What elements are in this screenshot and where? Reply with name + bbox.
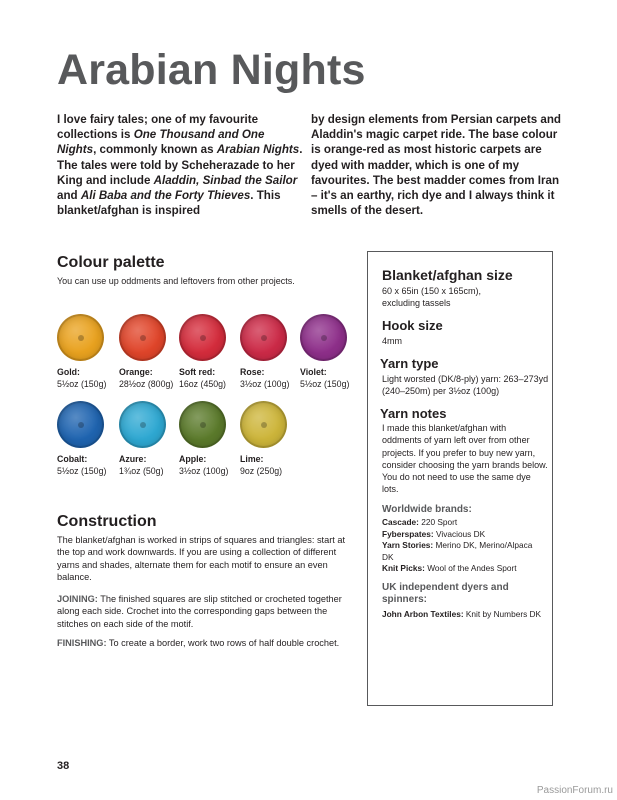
yarn-amount: 9oz (250g) [240, 466, 283, 476]
yarn-swatch [240, 314, 287, 361]
brand-name: Yarn Stories: [382, 540, 434, 551]
colour-palette-subtitle: You can use up oddments and leftovers from other projects. [57, 276, 295, 286]
intro-left-column [57, 112, 305, 218]
yarn-colour-name: Violet: [300, 367, 327, 377]
brand-entry [382, 529, 542, 541]
yarn-type-heading: Yarn type [380, 356, 439, 371]
intro-italic-title: Ali Baba and the Forty Thieves [80, 189, 251, 203]
yarn-swatch [300, 314, 347, 361]
yarn-colour-name: Soft red: [179, 367, 216, 377]
yarn-label [179, 453, 228, 477]
hook-size-heading: Hook size [382, 318, 443, 333]
construction-heading: Construction [57, 513, 157, 530]
page-title: Arabian Nights [57, 46, 366, 94]
brand-entry [382, 540, 542, 563]
yarn-amount: 5½oz (150g) [57, 379, 107, 389]
yarn-swatch [179, 401, 226, 448]
yarn-label [179, 366, 226, 390]
brand-name: Knit Picks: [382, 563, 425, 574]
hook-size-text: 4mm [382, 336, 402, 346]
yarn-amount: 28½oz (800g) [119, 379, 174, 389]
yarn-label [57, 453, 106, 477]
brand-yarn: Wool of the Andes Sport [424, 563, 517, 574]
intro-text-run: . This blanket/afghan is inspired [57, 189, 281, 218]
yarn-amount: 1¾oz (50g) [119, 466, 164, 476]
brand-name: Fyberspates: [382, 528, 434, 539]
colour-palette-heading: Colour palette [57, 254, 165, 271]
yarn-type-text: Light worsted (DK/8-ply) yarn: 263–273yd (240–250m) per 3½oz (100g) [382, 374, 549, 397]
brand-yarn: 220 Sport [418, 517, 458, 527]
brand-name: Cascade: [382, 517, 419, 527]
page-number: 38 [57, 760, 70, 772]
yarn-notes-text: I made this blanket/afghan with oddments of yarn left over from other projects. If you prefer to buy new yarn, consider choosing the yarn brands below. You do not need to use the same dye lots. [382, 423, 548, 495]
yarn-swatch [57, 314, 104, 361]
yarn-notes-heading: Yarn notes [380, 406, 447, 421]
yarn-colour-name: Apple: [179, 454, 207, 464]
yarn-swatch [179, 314, 226, 361]
yarn-swatch [57, 401, 104, 448]
uk-dyers-heading: UK independent dyers and spinners: [382, 582, 509, 606]
yarn-amount: 3½oz (100g) [179, 466, 229, 476]
uk-brand-yarn: Knit by Numbers DK [463, 609, 542, 619]
brand-yarn: Merino DK, Merino/Alpaca DK [382, 540, 533, 562]
intro-right-column [311, 112, 563, 218]
intro-italic-title: Aladdin, Sinbad the Sailor [153, 173, 298, 187]
brand-entry [382, 517, 542, 529]
joining-text: The finished squares are slip stitched or crocheted together along each side. Crochet into the corresponding gaps between the stitches on each side of the motif. [57, 594, 342, 629]
yarn-amount: 16oz (450g) [179, 379, 226, 389]
yarn-label [300, 366, 349, 390]
size-heading: Blanket/afghan size [382, 267, 513, 283]
worldwide-brands-heading: Worldwide brands: [382, 504, 472, 515]
construction-body: The blanket/afghan is worked in strips of squares and triangles: start at the top and work downwards. If you are using a collection of different yarns and shades, alternate them for each motif to ensure an even balance. [57, 535, 346, 583]
yarn-colour-name: Lime: [240, 454, 264, 464]
yarn-label [119, 366, 173, 390]
size-text: 60 x 65in (150 x 165cm), excluding tassels [382, 286, 482, 309]
finishing-label: FINISHING: [57, 638, 107, 648]
intro-text-run: . The tales were told by Scheherazade to her King and include [57, 143, 303, 187]
uk-dyers-entry [382, 608, 552, 620]
intro-text-run: and [57, 189, 81, 203]
finishing-paragraph [57, 637, 347, 649]
intro-italic-title: One Thousand and One Nights [57, 128, 265, 157]
yarn-colour-name: Orange: [119, 367, 153, 377]
yarn-label [119, 453, 164, 477]
intro-italic-title: Arabian Nights [216, 143, 300, 157]
yarn-label [57, 366, 106, 390]
yarn-swatch [119, 314, 166, 361]
yarn-amount: 5½oz (150g) [300, 379, 350, 389]
yarn-swatch [240, 401, 287, 448]
yarn-colour-name: Rose: [240, 367, 265, 377]
yarn-label [240, 453, 282, 477]
worldwide-brands-list [382, 517, 542, 575]
finishing-text: To create a border, work two rows of half double crochet. [106, 638, 340, 648]
joining-label: JOINING: [57, 594, 98, 604]
yarn-colour-name: Gold: [57, 367, 80, 377]
pattern-info-sidebar [367, 251, 553, 706]
yarn-amount: 3½oz (100g) [240, 379, 290, 389]
yarn-colour-name: Azure: [119, 454, 147, 464]
intro-text-run: I love fairy tales; one of my favourite collections is [57, 113, 259, 142]
yarn-label [240, 366, 289, 390]
yarn-swatch [119, 401, 166, 448]
watermark: PassionForum.ru [536, 785, 613, 796]
brand-entry [382, 563, 542, 575]
yarn-colour-name: Cobalt: [57, 454, 88, 464]
brand-yarn: Vivacious DK [433, 528, 486, 539]
joining-paragraph [57, 593, 347, 630]
intro-paragraph-start [57, 112, 305, 218]
intro-text-run: , commonly known as [93, 143, 217, 157]
uk-brand-name: John Arbon Textiles: [382, 609, 464, 619]
intro-paragraph-end: by design elements from Persian carpets and Aladdin's magic carpet ride. The base colour is orange-red as most historic carpets are dyed with madder, which is one of my favourites. The best madder comes from Iran – it's an earthy, rich dye and I always think it smells of the desert. [311, 113, 561, 218]
yarn-amount: 5½oz (150g) [57, 466, 107, 476]
